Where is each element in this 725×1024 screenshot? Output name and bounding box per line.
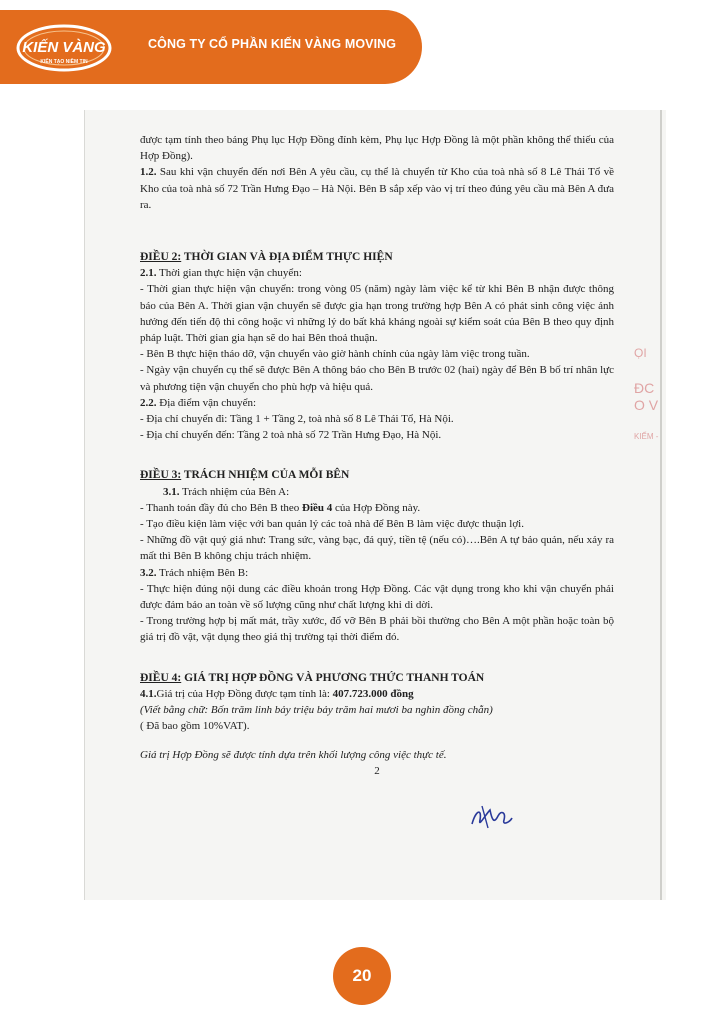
paragraph: - Địa chỉ chuyển đi: Tầng 1 + Tầng 2, toà nhà số 8 Lê Thái Tổ, Hà Nội. xyxy=(140,413,454,426)
stamp-fragment: O V xyxy=(634,397,659,413)
paragraph xyxy=(140,686,614,702)
stamp-fragment: ỌI xyxy=(634,346,647,360)
clause-text: - Thanh toán đầy đủ cho Bên B theo xyxy=(140,501,303,514)
company-name: CÔNG TY CỔ PHẦN KIẾN VÀNG MOVING xyxy=(148,37,397,51)
svg-text:KIẾN VÀNG: KIẾN VÀNG xyxy=(22,39,106,56)
article-title: THỜI GIAN VÀ ĐỊA ĐIỂM THỰC HIỆN xyxy=(181,251,393,264)
article-2-heading xyxy=(140,249,614,265)
clause-number: 4.1. xyxy=(140,687,157,700)
paragraph xyxy=(140,565,614,581)
paragraph xyxy=(140,500,614,516)
article-4-heading xyxy=(140,670,614,686)
clause-text: Địa điểm vận chuyển: xyxy=(156,396,257,409)
article-label: ĐIỀU 2: xyxy=(140,251,182,264)
bold-reference: Điều 4 xyxy=(302,501,333,514)
paragraph xyxy=(140,265,614,281)
paragraph: - Địa chỉ chuyển đến: Tầng 2 toà nhà số 72 Trần Hưng Đạo, Hà Nội. xyxy=(140,429,442,442)
paragraph xyxy=(140,395,614,411)
scan-page-number: 2 xyxy=(374,764,380,777)
clause-text: Sau khi vận chuyển đến nơi Bên A yêu cầu, cụ thể là chuyển từ Kho của toà nhà số 8 Lê Thái Tổ về Kho của toà nhà số 72 Trần Hưng Đạo – Hà Nội. Bên B sắp xếp vào vị trí theo đúng yêu cầu mà Bên A đưa ra. xyxy=(140,166,614,211)
paragraph: - Thời gian thực hiện vận chuyển: trong vòng 05 (năm) ngày làm việc kể từ khi Bên B nhận được thông báo của Bên A. Thời gian vận chuyển sẽ được gia hạn trong trường hợp Bên A có phát sinh công việc ảnh hưởng đến tiến độ thi công hoặc vì những lý do bất khả kháng ngoài sự kiểm soát của Bên B theo quy định pháp luật. Thời gian gia hạn sẽ do hai Bên thoả thuận. xyxy=(140,283,614,345)
signature-mark xyxy=(468,802,514,832)
clause-number: 3.2. xyxy=(140,566,157,579)
stamp-fragment: ĐC xyxy=(634,380,655,396)
kien-vang-logo xyxy=(16,22,112,74)
svg-text:KIẾN TẠO NIỀM TIN: KIẾN TẠO NIỀM TIN xyxy=(40,59,88,65)
paragraph: - Bên B thực hiện tháo dỡ, vận chuyển vào giờ hành chính của ngày làm việc trong tuần. xyxy=(140,348,530,361)
clause-number: 1.2. xyxy=(140,166,157,179)
clause-text: Giá trị của Hợp Đồng được tạm tính là: xyxy=(156,687,333,700)
clause-text: Thời gian thực hiện vận chuyển: xyxy=(156,267,302,280)
article-label: ĐIỀU 4: xyxy=(140,671,182,684)
page-number-badge: 20 xyxy=(333,947,391,1005)
contract-amount: 407.723.000 đồng xyxy=(332,687,414,700)
amount-in-words: (Viết bằng chữ: Bốn trăm linh bảy triệu bảy trăm hai mươi ba nghìn đồng chẵn) xyxy=(140,704,493,717)
clause-text: Trách nhiệm của Bên A: xyxy=(179,485,290,498)
paragraph: - Thực hiện đúng nội dung các điều khoản trong Hợp Đồng. Các vật dụng trong kho khi vận chuyển phải được đảm bảo an toàn về số lượng cũng như chất lượng khi di dời. xyxy=(140,582,614,612)
article-label: ĐIỀU 3: xyxy=(140,469,182,482)
article-3-heading xyxy=(140,467,614,483)
scan-edge xyxy=(84,110,85,900)
paragraph: - Ngày vận chuyển cụ thể sẽ được Bên A thông báo cho Bên B trước 02 (hai) ngày để Bên B bố trí nhân lực và phương tiện vận chuyển cho phù hợp và hiệu quả. xyxy=(140,364,614,393)
stamp-fragment: KIẾM - xyxy=(634,432,659,441)
clause-text: của Hợp Đồng này. xyxy=(332,501,421,514)
paragraph: - Tạo điều kiện làm việc với ban quản lý các toà nhà để Bên B làm việc được thuận lợi. xyxy=(140,518,524,531)
clause-text: Trách nhiệm Bên B: xyxy=(156,566,249,579)
contract-text xyxy=(140,132,614,779)
value-note: Giá trị Hợp Đồng sẽ được tính dựa trên khối lượng công việc thực tế. xyxy=(140,748,447,761)
clause-number: 3.1. xyxy=(163,485,180,498)
article-title: TRÁCH NHIỆM CỦA MỖI BÊN xyxy=(181,469,350,482)
paragraph: được tạm tính theo bảng Phụ lục Hợp Đồng đính kèm, Phụ lục Hợp Đồng là một phần không thể thiếu của Hợp Đồng). xyxy=(140,134,614,163)
paragraph: - Trong trường hợp bị mất mát, trầy xước, đổ vỡ Bên B phải bồi thường cho Bên A một phần hoặc toàn bộ giá trị đồ vật, vật dụng theo giá thị trường tại thời điểm đó. xyxy=(140,615,614,644)
clause-number: 2.2. xyxy=(140,396,157,409)
vat-note: ( Đã bao gồm 10%VAT). xyxy=(140,720,250,733)
article-title: GIÁ TRỊ HỢP ĐỒNG VÀ PHƯƠNG THỨC THANH TOÁN xyxy=(181,671,485,684)
paragraph: - Những đồ vật quý giá như: Trang sức, vàng bạc, đá quý, tiền tệ (nếu có)….Bên A tự bảo quản, nếu xảy ra mất thì Bên B không chịu trách nhiệm. xyxy=(140,534,614,563)
paragraph xyxy=(140,164,614,213)
paragraph xyxy=(140,484,614,500)
clause-number: 2.1. xyxy=(140,267,157,280)
scan-edge xyxy=(660,110,662,900)
